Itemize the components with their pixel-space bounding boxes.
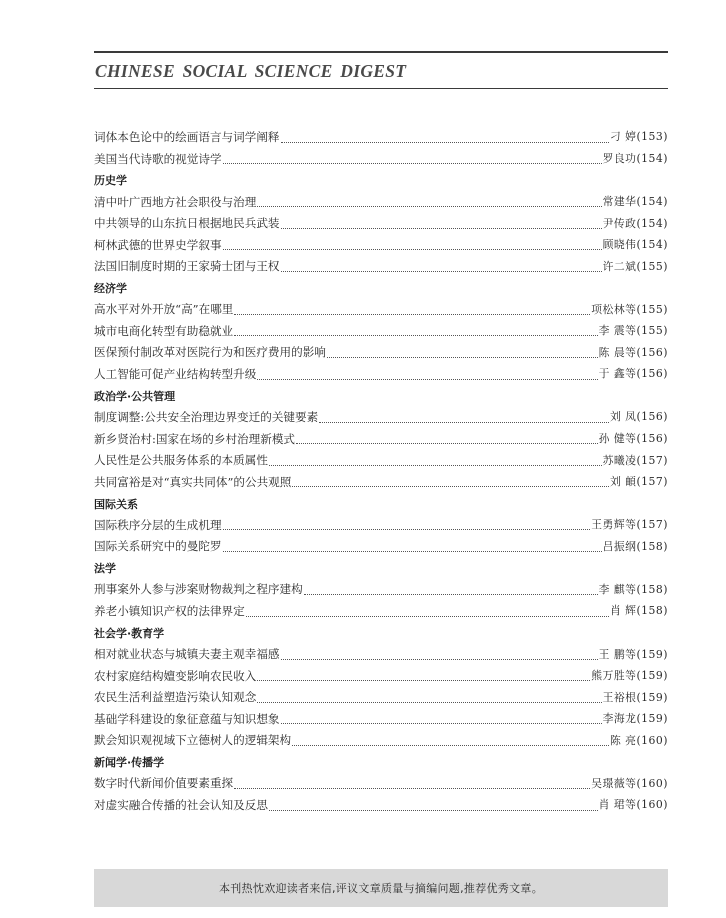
entry-title: 高水平对外开放“高”在哪里 <box>94 302 234 317</box>
toc-entry <box>94 536 668 558</box>
toc-entry <box>94 450 668 472</box>
entry-title: 人工智能可促产业结构转型升级 <box>94 366 257 381</box>
dot-leader <box>223 248 602 250</box>
journal-masthead: CHINESE SOCIAL SCIENCE DIGEST <box>95 61 407 81</box>
toc-entry <box>94 773 668 795</box>
entry-title: 养老小镇知识产权的法律界定 <box>94 604 245 618</box>
dot-leader <box>292 744 609 746</box>
entry-title: 词体本色论中的绘画语言与词学阐释 <box>94 129 280 144</box>
entry-author-page: 罗良功(154) <box>602 151 668 165</box>
table-of-contents <box>94 127 668 817</box>
entry-title: 共同富裕是对“真实共同体”的公共观照 <box>94 474 292 489</box>
entry-title: 中共领导的山东抗日根据地民兵武装 <box>94 216 280 231</box>
dot-leader <box>257 679 590 681</box>
toc-entry <box>94 192 668 214</box>
entry-author-page: 肖 珺等(160) <box>598 798 668 812</box>
entry-title: 新乡贤治村:国家在场的乡村治理新模式 <box>94 431 296 446</box>
dot-leader <box>281 722 602 724</box>
entry-author-page: 王 鹏等(159) <box>598 647 668 661</box>
entry-title: 国际秩序分层的生成机理 <box>94 517 222 532</box>
dot-leader <box>223 550 602 552</box>
dot-leader <box>223 162 602 164</box>
dot-leader <box>281 141 609 143</box>
entry-author-page: 李海龙(159) <box>602 712 668 726</box>
entry-title: 城市电商化转型有助稳就业 <box>94 323 234 338</box>
dot-leader <box>327 356 598 358</box>
entry-author-page: 于 鑫等(156) <box>598 367 668 381</box>
dot-leader <box>234 313 590 315</box>
entry-author-page: 陈 亮(160) <box>609 733 668 747</box>
dot-leader <box>281 270 602 272</box>
entry-author-page: 李 麒等(158) <box>598 582 668 596</box>
entry-title: 刑事案外人参与涉案财物裁判之程序建构 <box>94 582 303 597</box>
entry-author-page: 吕振纲(158) <box>602 539 668 553</box>
entry-author-page: 肖 辉(158) <box>609 604 668 618</box>
footer-notice-bar <box>94 869 668 907</box>
dot-leader <box>269 809 598 811</box>
toc-entry <box>94 213 668 235</box>
entry-title: 农村家庭结构嬗变影响农民收入 <box>94 668 257 683</box>
entry-title: 法国旧制度时期的王家骑士团与王权 <box>94 259 280 274</box>
toc-entry <box>94 299 668 321</box>
toc-entry <box>94 472 668 494</box>
entry-title: 医保预付制改革对医院行为和医疗费用的影响 <box>94 345 326 360</box>
dot-leader <box>257 701 601 703</box>
entry-author-page: 尹传政(154) <box>602 216 668 230</box>
entry-title: 柯林武德的世界史学叙事 <box>94 237 222 252</box>
masthead-top-rule <box>94 51 668 53</box>
entry-title: 默会知识观视域下立德树人的逻辑架构 <box>94 733 292 748</box>
section-heading: 经济学 <box>94 282 127 296</box>
entry-author-page: 王裕根(159) <box>602 690 668 704</box>
toc-entry <box>94 321 668 343</box>
entry-author-page: 熊万胜等(159) <box>591 669 668 683</box>
entry-title: 基础学科建设的象征意蕴与知识想象 <box>94 711 280 726</box>
entry-title: 对虚实融合传播的社会认知及反思 <box>94 797 268 812</box>
toc-entry <box>94 687 668 709</box>
entry-author-page: 顾晓伟(154) <box>602 238 668 252</box>
toc-entry <box>94 256 668 278</box>
entry-author-page: 吴璟薇等(160) <box>591 776 668 790</box>
entry-title: 数字时代新闻价值要素重探 <box>94 776 234 791</box>
section-heading: 法学 <box>94 562 116 576</box>
entry-author-page: 苏曦凌(157) <box>602 453 668 467</box>
entry-author-page: 刁 婷(153) <box>609 130 668 144</box>
dot-leader <box>304 593 598 595</box>
section-heading: 政治学·公共管理 <box>94 389 176 403</box>
toc-entry <box>94 342 668 364</box>
dot-leader <box>269 464 602 466</box>
section-heading: 国际关系 <box>94 497 138 511</box>
entry-author-page: 项松林等(155) <box>591 302 668 316</box>
footer-notice-text: 本刊热忱欢迎读者来信,评议文章质量与摘编问题,推荐优秀文章。 <box>219 882 543 895</box>
toc-entry <box>94 429 668 451</box>
entry-author-page: 李 震等(155) <box>598 324 668 338</box>
dot-leader <box>257 205 601 207</box>
masthead-bottom-rule <box>94 88 668 89</box>
entry-author-page: 陈 晨等(156) <box>598 345 668 359</box>
section-heading: 新闻学·传播学 <box>94 756 165 770</box>
dot-leader <box>246 615 609 617</box>
entry-title: 人民性是公共服务体系的本质属性 <box>94 453 268 468</box>
toc-entry <box>94 795 668 817</box>
entry-author-page: 刘 頔(157) <box>609 475 668 489</box>
section-heading: 历史学 <box>94 174 127 188</box>
entry-title: 美国当代诗歌的视觉诗学 <box>94 151 222 166</box>
entry-title: 相对就业状态与城镇夫妻主观幸福感 <box>94 647 280 662</box>
toc-entry <box>94 235 668 257</box>
entry-author-page: 孙 健等(156) <box>598 432 668 446</box>
section-heading: 社会学·教育学 <box>94 626 165 640</box>
entry-author-page: 刘 凤(156) <box>609 410 668 424</box>
toc-entry <box>94 644 668 666</box>
entry-author-page: 许二斌(155) <box>602 259 668 273</box>
dot-leader <box>234 787 590 789</box>
entry-title: 国际关系研究中的曼陀罗 <box>94 539 222 554</box>
toc-entry <box>94 666 668 688</box>
toc-entry <box>94 515 668 537</box>
entry-title: 制度调整:公共安全治理边界变迁的关键要素 <box>94 410 319 425</box>
toc-entry <box>94 709 668 731</box>
dot-leader <box>223 528 591 530</box>
toc-entry <box>94 127 668 149</box>
entry-title: 农民生活利益塑造污染认知观念 <box>94 690 257 705</box>
dot-leader <box>281 227 602 229</box>
dot-leader <box>234 334 598 336</box>
dot-leader <box>257 378 597 380</box>
dot-leader <box>319 421 609 423</box>
toc-entry <box>94 730 668 752</box>
entry-author-page: 常建华(154) <box>602 195 668 209</box>
entry-title: 清中叶广西地方社会职役与治理 <box>94 194 257 209</box>
toc-entry <box>94 407 668 429</box>
toc-entry <box>94 364 668 386</box>
toc-entry <box>94 601 668 623</box>
dot-leader <box>281 658 598 660</box>
entry-author-page: 王勇辉等(157) <box>591 518 668 532</box>
toc-entry <box>94 579 668 601</box>
dot-leader <box>296 442 598 444</box>
toc-entry <box>94 149 668 171</box>
dot-leader <box>292 485 609 487</box>
